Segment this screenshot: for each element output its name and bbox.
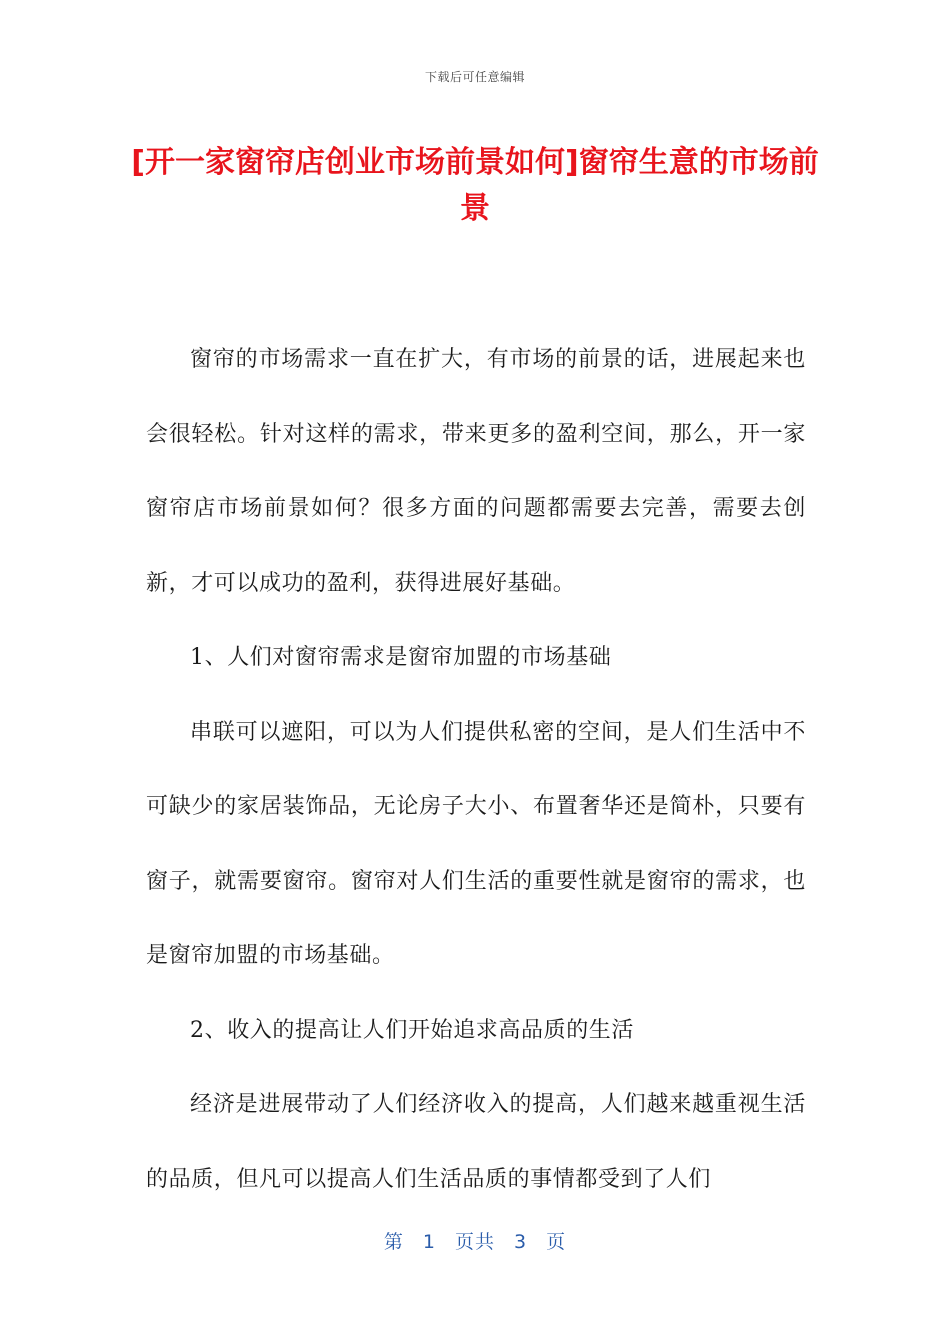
document-body: [146, 323, 806, 1217]
header-note: 下载后可任意编辑: [424, 70, 525, 84]
paragraph-intro: 窗帘的市场需求一直在扩大，有市场的前景的话，进展起来也会很轻松。针对这样的需求，带来更多的盈利空间，那么，开一家窗帘店市场前景如何？很多方面的问题都需要去完善，需要去创新，才可以成功的盈利，获得进展好基础。: [146, 347, 806, 596]
document-title: [开一家窗帘店创业市场前景如何]窗帘生意的市场前景: [131, 145, 819, 226]
section-heading-2: 2、收入的提高让人们开始追求高品质的生活: [190, 1017, 634, 1043]
paragraph-section-1: 串联可以遮阳，可以为人们提供私密的空间，是人们生活中不可缺少的家居装饰品，无论房子大小、布置奢华还是简朴，只要有窗子，就需要窗帘。窗帘对人们生活的重要性就是窗帘的需求，也是窗帘加盟的市场基础。: [146, 719, 806, 968]
paragraph-section-2: 经济是进展带动了人们经济收入的提高，人们越来越重视生活的品质，但凡可以提高人们生活品质的事情都受到了人们: [146, 1092, 806, 1192]
section-heading-1: 1、人们对窗帘需求是窗帘加盟的市场基础: [190, 645, 612, 670]
page-number-footer: 第 1 页共 3 页: [383, 1231, 567, 1253]
